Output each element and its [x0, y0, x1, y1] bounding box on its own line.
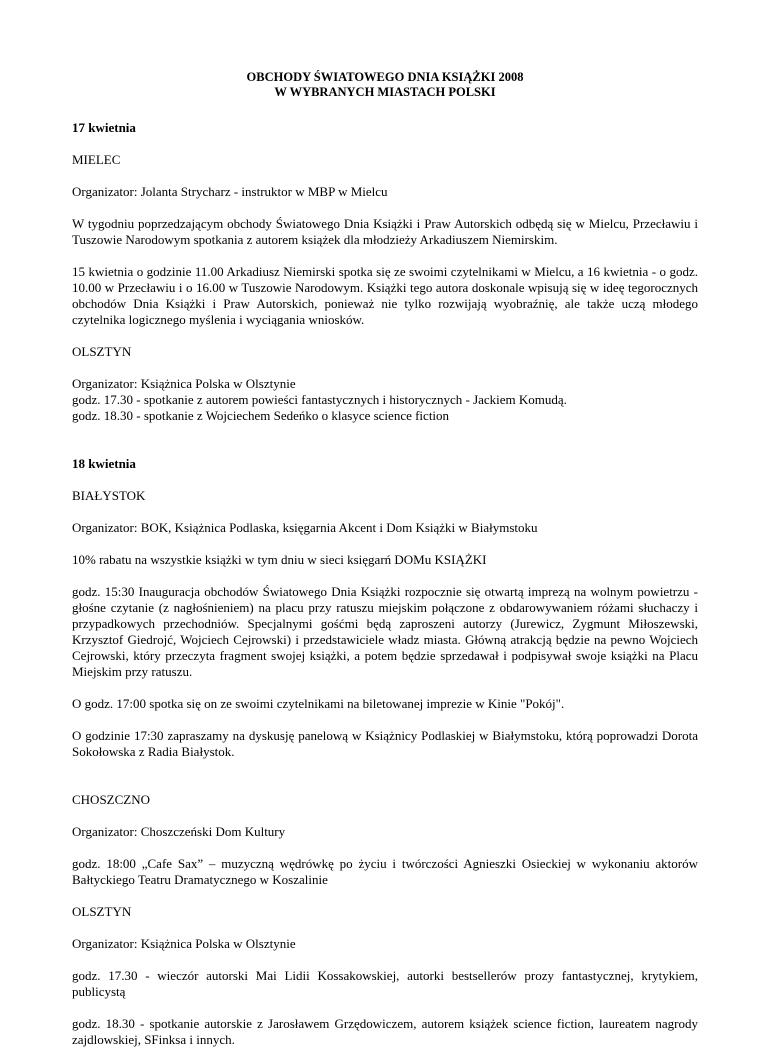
organizer-mielec: Organizator: Jolanta Strycharz - instruktor w MBP w Mielcu	[72, 184, 388, 199]
city-heading-mielec: MIELEC	[72, 152, 121, 167]
organizer-olsztyn-17: Organizator: Książnica Polska w Olsztynie	[72, 376, 296, 391]
paragraph-bialystok-2: O godz. 17:00 spotka się on ze swoimi czytelnikami na biletowanej imprezie w Kinie "Pokój".	[72, 696, 565, 711]
date-heading-18: 18 kwietnia	[72, 456, 136, 471]
paragraph-olsztyn-18-1: godz. 17.30 - wieczór autorski Mai Lidii Kossakowskiej, autorki bestsellerów prozy fantastycznej, krytykiem, publicystą	[72, 968, 698, 999]
city-heading-choszczno: CHOSZCZNO	[72, 792, 151, 807]
title-line-1: OBCHODY ŚWIATOWEGO DNIA KSIĄŻKI 2008	[246, 70, 524, 84]
city-heading-olsztyn-17: OLSZTYN	[72, 344, 132, 359]
document-title	[72, 70, 698, 100]
paragraph-bialystok-3: O godzinie 17:30 zapraszamy na dyskusję panelową w Książnicy Podlaskiej w Białymstoku, którą poprowadzi Dorota Sokołowska z Radia Białystok.	[72, 728, 698, 759]
city-heading-olsztyn-18: OLSZTYN	[72, 904, 132, 919]
event-olsztyn-17-1: godz. 17.30 - spotkanie z autorem powieści fantastycznych i historycznych - Jackiem Komudą.	[72, 392, 567, 407]
paragraph-bialystok-1: godz. 15:30 Inauguracja obchodów Światowego Dnia Książki rozpocznie się otwartą imprezą na wolnym powietrzu - głośne czytanie (z nagłośnieniem) na placu przy ratuszu miejskim połączone z obdarowywaniem różami słuchaczy i przypadkowych przechodniów. Specjalnymi gośćmi będą zaproszeni autorzy (Jurewicz, Zygmunt Miłoszewski, Krzysztof Giedrojć, Wojciech Cejrowski) i przedstawiciele władz miasta. Główną atrakcją będzie na pewno Wojciech Cejrowski, który przeczyta fragment swojej książki, a potem będzie sprzedawał i podpisywał swoje książki na Placu Miejskim przy ratuszu.	[72, 584, 698, 679]
organizer-bialystok: Organizator: BOK, Książnica Podlaska, księgarnia Akcent i Dom Książki w Białymstoku	[72, 520, 538, 535]
city-heading-bialystok: BIAŁYSTOK	[72, 488, 146, 503]
event-olsztyn-17-2: godz. 18.30 - spotkanie z Wojciechem Sedeńko o klasyce science fiction	[72, 408, 450, 423]
paragraph-choszczno-1: godz. 18:00 „Cafe Sax” – muzyczną wędrówkę po życiu i twórczości Agnieszki Osieckiej w wykonaniu aktorów Bałtyckiego Teatru Dramatycznego w Koszalinie	[72, 856, 698, 887]
discount-bialystok: 10% rabatu na wszystkie książki w tym dniu w sieci księgarń DOMu KSIĄŻKI	[72, 552, 487, 567]
paragraph-olsztyn-18-2: godz. 18.30 - spotkanie autorskie z Jarosławem Grzędowiczem, autorem książek science fiction, laureatem nagrody zajdlowskiej, SFinksa i innych.	[72, 1016, 698, 1047]
organizer-choszczno: Organizator: Choszczeński Dom Kultury	[72, 824, 286, 839]
document-body	[72, 70, 698, 1048]
olsztyn-17-details	[72, 376, 698, 424]
paragraph-mielec-1: W tygodniu poprzedzającym obchody Światowego Dnia Książki i Praw Autorskich odbędą się w Mielcu, Przecławiu i Tuszowie Narodowym spotkania z autorem książek dla młodzieży Arkadiuszem Niemirskim.	[72, 216, 698, 247]
title-line-2: W WYBRANYCH MIASTACH POLSKI	[274, 85, 496, 99]
date-heading-17: 17 kwietnia	[72, 120, 136, 135]
paragraph-mielec-2: 15 kwietnia o godzinie 11.00 Arkadiusz Niemirski spotka się ze swoimi czytelnikami w Mielcu, a 16 kwietnia - o godz. 10.00 w Przecławiu i o 16.00 w Tuszowie Narodowym. Książki tego autora doskonale wpisują się w ideę tegorocznych obchodów Dnia Książki i Praw Autorskich, ponieważ nie tylko rozwijają wyobraźnię, ale także uczą młodego czytelnika logicznego myślenia i wyciągania wniosków.	[72, 264, 698, 327]
organizer-olsztyn-18: Organizator: Książnica Polska w Olsztynie	[72, 936, 296, 951]
